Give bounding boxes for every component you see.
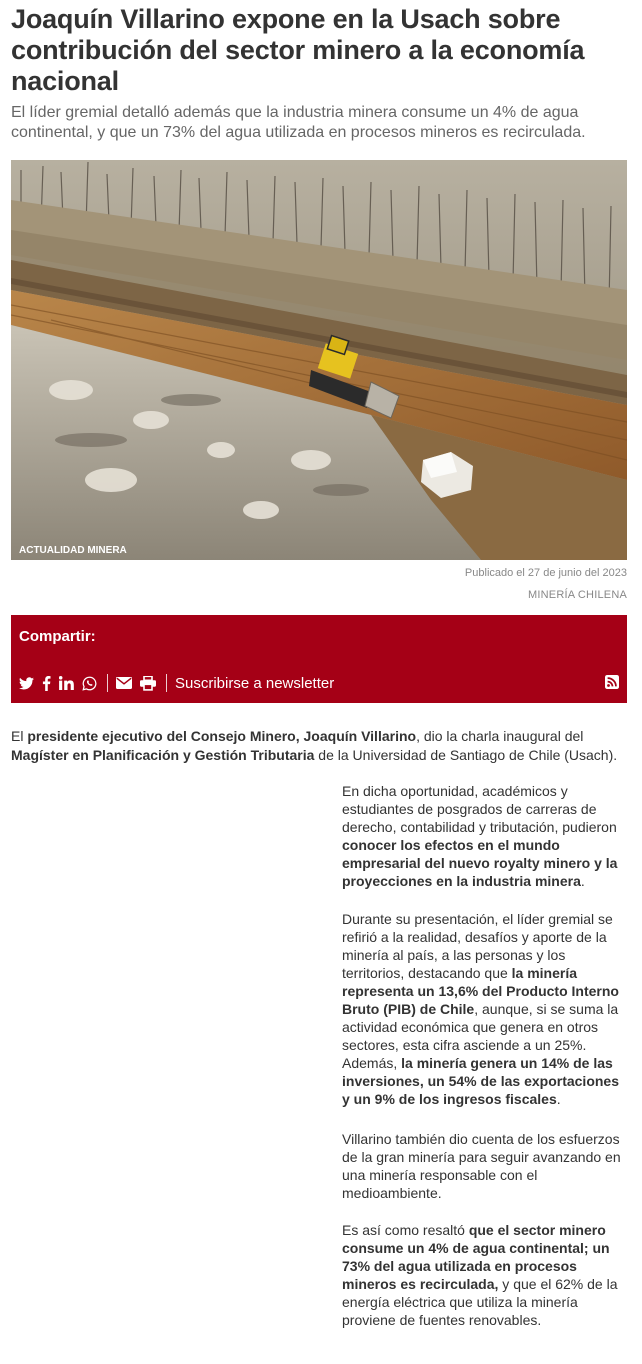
article-paragraph-1: El presidente ejecutivo del Consejo Minero, Joaquín Villarino, dio la charla inaugural del Magíster en Planificación y Gestión Tributaria de la Universidad de Santiago de Chile (Usach). (11, 728, 618, 763)
article-source[interactable]: MINERÍA CHILENA (528, 589, 627, 601)
article-title: Joaquín Villarino expone en la Usach sobre contribución del sector minero a la economía nacional (11, 4, 585, 96)
linkedin-icon[interactable] (59, 676, 74, 690)
mining-photo-illustration (11, 160, 627, 560)
newsletter-link[interactable]: Suscribirse a newsletter (175, 674, 335, 692)
facebook-icon[interactable] (42, 676, 51, 691)
twitter-icon[interactable] (19, 677, 34, 690)
hero-image (11, 160, 627, 560)
share-label: Compartir: (19, 628, 96, 645)
publish-date: Publicado el 27 de junio del 2023 (464, 567, 627, 579)
hero-image-caption: ACTUALIDAD MINERA (19, 545, 127, 556)
article-paragraph-2: En dicha oportunidad, académicos y estudiantes de posgrados de carreras de derecho, contabilidad y tributación, pudieron conocer los efectos en el mundo empresarial del nuevo royalty minero y la proyecciones en la industria minera. (342, 783, 618, 889)
article-paragraph-3: Durante su presentación, el líder gremial se refirió a la realidad, desafíos y aporte de la minería al país, a las personas y los territorios, destacando que la minería representa un 13,6% del Producto Interno Bruto (PIB) de Chile, aunque, si se suma la actividad económica que genera en otros sectores, esta cifra asciende a un 25%. Además, la minería genera un 14% de las inversiones, un 54% de las exportaciones y un 9% de los ingresos fiscales. (342, 911, 619, 1107)
whatsapp-icon[interactable] (82, 676, 97, 691)
email-icon[interactable] (116, 677, 132, 689)
share-icons-row (19, 673, 334, 693)
article-subtitle: El líder gremial detalló además que la industria minera consume un 4% de agua continental, y que un 73% del agua utilizada en procesos mineros es recirculada. (11, 104, 586, 141)
rss-icon[interactable] (605, 675, 619, 694)
share-divider (166, 674, 167, 692)
share-divider (107, 674, 108, 692)
share-bar (11, 615, 627, 703)
print-icon[interactable] (140, 676, 156, 691)
article-paragraph-5: Es así como resaltó que el sector minero consume un 4% de agua continental; un 73% del agua utilizada en procesos mineros es recirculada, y que el 62% de la energía eléctrica que utiliza la minería proviene de fuentes renovables. (342, 1222, 618, 1328)
article-paragraph-4: Villarino también dio cuenta de los esfuerzos de la gran minería para seguir avanzando en una minería responsable con el medioambiente. (342, 1131, 621, 1201)
